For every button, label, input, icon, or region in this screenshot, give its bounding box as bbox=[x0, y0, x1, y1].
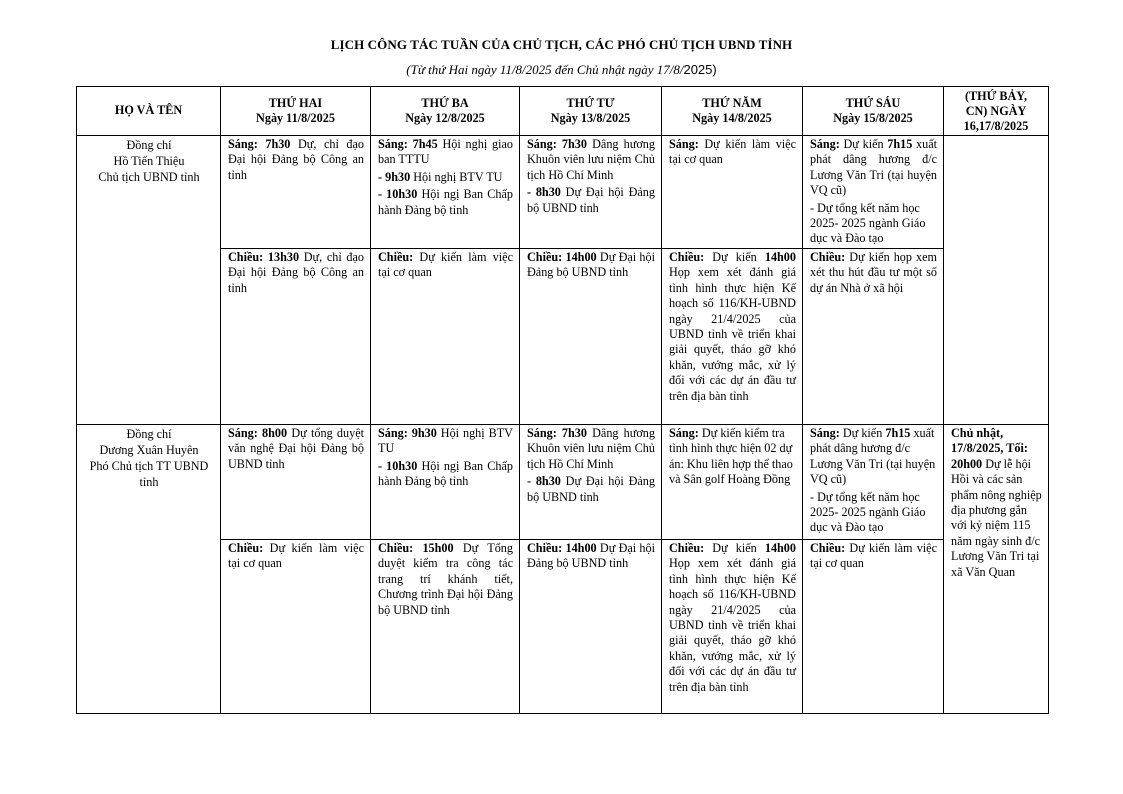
schedule-table bbox=[76, 86, 1049, 714]
person1-mon-morning: Sáng: 7h30 Dự, chỉ đạo Đại hội Đảng bộ Công an tỉnh bbox=[221, 136, 371, 249]
person1-fri-morning: Sáng: Dự kiến 7h15 xuất phát dâng hương đ/c Lương Văn Tri (tại huyện VQ cũ) - Dự tổng kết năm học 2025- 2025 ngành Giáo dục và Đào tạo bbox=[803, 136, 944, 249]
person2-wed-afternoon: Chiều: 14h00 Dự Đại hội Đảng bộ UBND tỉnh bbox=[520, 540, 662, 714]
person2-fri-afternoon: Chiều: Dự kiến làm việc tại cơ quan bbox=[803, 540, 944, 714]
person1-thu-morning: Sáng: Dự kiến làm việc tại cơ quan bbox=[662, 136, 803, 249]
person2-mon-morning: Sáng: 8h00 Dự tổng duyệt văn nghệ Đại hội Đảng bộ UBND tỉnh bbox=[221, 425, 371, 540]
person2-position: Phó Chủ tịch TT UBND tỉnh bbox=[89, 459, 209, 489]
person2-title: Đồng chí bbox=[126, 427, 172, 441]
person1-morning-row bbox=[77, 136, 1049, 249]
person1-title: Đồng chí bbox=[126, 138, 172, 152]
person1-mon-afternoon: Chiều: 13h30 Dự, chỉ đạo Đại hội Đảng bộ Công an tỉnh bbox=[221, 249, 371, 425]
person1-weekend-cell bbox=[944, 136, 1049, 425]
header-monday: THỨ HAI Ngày 11/8/2025 bbox=[221, 87, 371, 136]
person2-weekend-cell: Chủ nhật, 17/8/2025, Tối: 20h00 Dự lễ hội Hồi và các sản phẩm nông nghiệp địa phương gắn với kỷ niệm 115 năm ngày sinh đ/c Lương Văn Tri tại xã Văn Quan bbox=[944, 425, 1049, 714]
person2-tue-afternoon: Chiều: 15h00 Dự Tổng duyệt kiểm tra công tác trang trí khánh tiết, Chương trình Đại hội Đảng bộ UBND tỉnh bbox=[371, 540, 520, 714]
person1-wed-afternoon: Chiều: 14h00 Dự Đại hội Đảng bộ UBND tỉnh bbox=[520, 249, 662, 425]
page-subtitle bbox=[0, 62, 1123, 78]
header-thursday: THỨ NĂM Ngày 14/8/2025 bbox=[662, 87, 803, 136]
person1-thu-afternoon: Chiều: Dự kiến 14h00 Họp xem xét đánh giá tình hình thực hiện Kế hoạch số 116/KH-UBND ngày 21/4/2025 của UBND tỉnh về triển khai giải quyết, tháo gỡ khó khăn, vướng mắc, xử lý đối với các dự án đầu tư trên địa bàn tỉnh bbox=[662, 249, 803, 425]
page-title: LỊCH CÔNG TÁC TUẦN CỦA CHỦ TỊCH, CÁC PHÓ CHỦ TỊCH UBND TỈNH bbox=[330, 37, 793, 52]
person2-fri-morning: Sáng: Dự kiến 7h15 xuất phát dâng hương đ/c Lương Văn Tri (tại huyện VQ cũ) - Dự tổng kết năm học 2025- 2025 ngành Giáo dục và Đào tạo bbox=[803, 425, 944, 540]
person2-afternoon-row bbox=[77, 540, 1049, 714]
header-row bbox=[77, 87, 1049, 136]
person1-name-cell bbox=[77, 136, 221, 425]
subtitle-text: (Từ thứ Hai ngày 11/8/2025 đến Chủ nhật ngày 17/8/ bbox=[406, 62, 684, 77]
header-friday: THỨ SÁU Ngày 15/8/2025 bbox=[803, 87, 944, 136]
person2-morning-row bbox=[77, 425, 1049, 540]
person1-afternoon-row bbox=[77, 249, 1049, 425]
header-weekend: (THỨ BẢY, CN) NGÀY 16,17/8/2025 bbox=[944, 87, 1049, 136]
header-tuesday: THỨ BA Ngày 12/8/2025 bbox=[371, 87, 520, 136]
person1-fri-afternoon: Chiều: Dự kiến họp xem xét thu hút đầu tư một số dự án Nhà ở xã hội bbox=[803, 249, 944, 425]
person2-tue-morning: Sáng: 9h30 Hội nghị BTV TU - 10h30 Hội ngị Ban Chấp hành Đảng bộ tỉnh bbox=[371, 425, 520, 540]
person2-wed-morning: Sáng: 7h30 Dâng hương Khuôn viên lưu niệm Chủ tịch Hồ Chí Minh - 8h30 Dự Đại hội Đảng bộ UBND tỉnh bbox=[520, 425, 662, 540]
person2-name: Dương Xuân Huyên bbox=[99, 443, 199, 457]
person1-position: Chủ tịch UBND tỉnh bbox=[98, 170, 200, 184]
person2-thu-afternoon: Chiều: Dự kiến 14h00 Họp xem xét đánh giá tình hình thực hiện Kế hoạch số 116/KH-UBND ngày 21/4/2025 của UBND tỉnh về triển khai giải quyết, tháo gỡ khó khăn, vướng mắc, xử lý đối với các dự án đầu tư trên địa bàn tỉnh bbox=[662, 540, 803, 714]
person2-mon-afternoon: Chiều: Dự kiến làm việc tại cơ quan bbox=[221, 540, 371, 714]
person1-tue-afternoon: Chiều: Dự kiến làm việc tại cơ quan bbox=[371, 249, 520, 425]
person1-tue-morning: Sáng: 7h45 Hội nghị giao ban TTTU - 9h30 Hội nghị BTV TU - 10h30 Hội ngị Ban Chấp hành Đảng bộ tỉnh bbox=[371, 136, 520, 249]
header-wednesday: THỨ TƯ Ngày 13/8/2025 bbox=[520, 87, 662, 136]
header-name: HỌ VÀ TÊN bbox=[77, 87, 221, 136]
person2-name-cell bbox=[77, 425, 221, 714]
subtitle-year: 2025) bbox=[683, 62, 717, 77]
person1-wed-morning: Sáng: 7h30 Dâng hương Khuôn viên lưu niệm Chủ tịch Hồ Chí Minh - 8h30 Dự Đại hội Đảng bộ UBND tỉnh bbox=[520, 136, 662, 249]
person2-thu-morning: Sáng: Dự kiến kiểm tra tình hình thực hiện 02 dự án: Khu liên hợp thể thao và Sân golf Hoàng Đồng bbox=[662, 425, 803, 540]
person1-name: Hồ Tiến Thiệu bbox=[113, 154, 185, 168]
